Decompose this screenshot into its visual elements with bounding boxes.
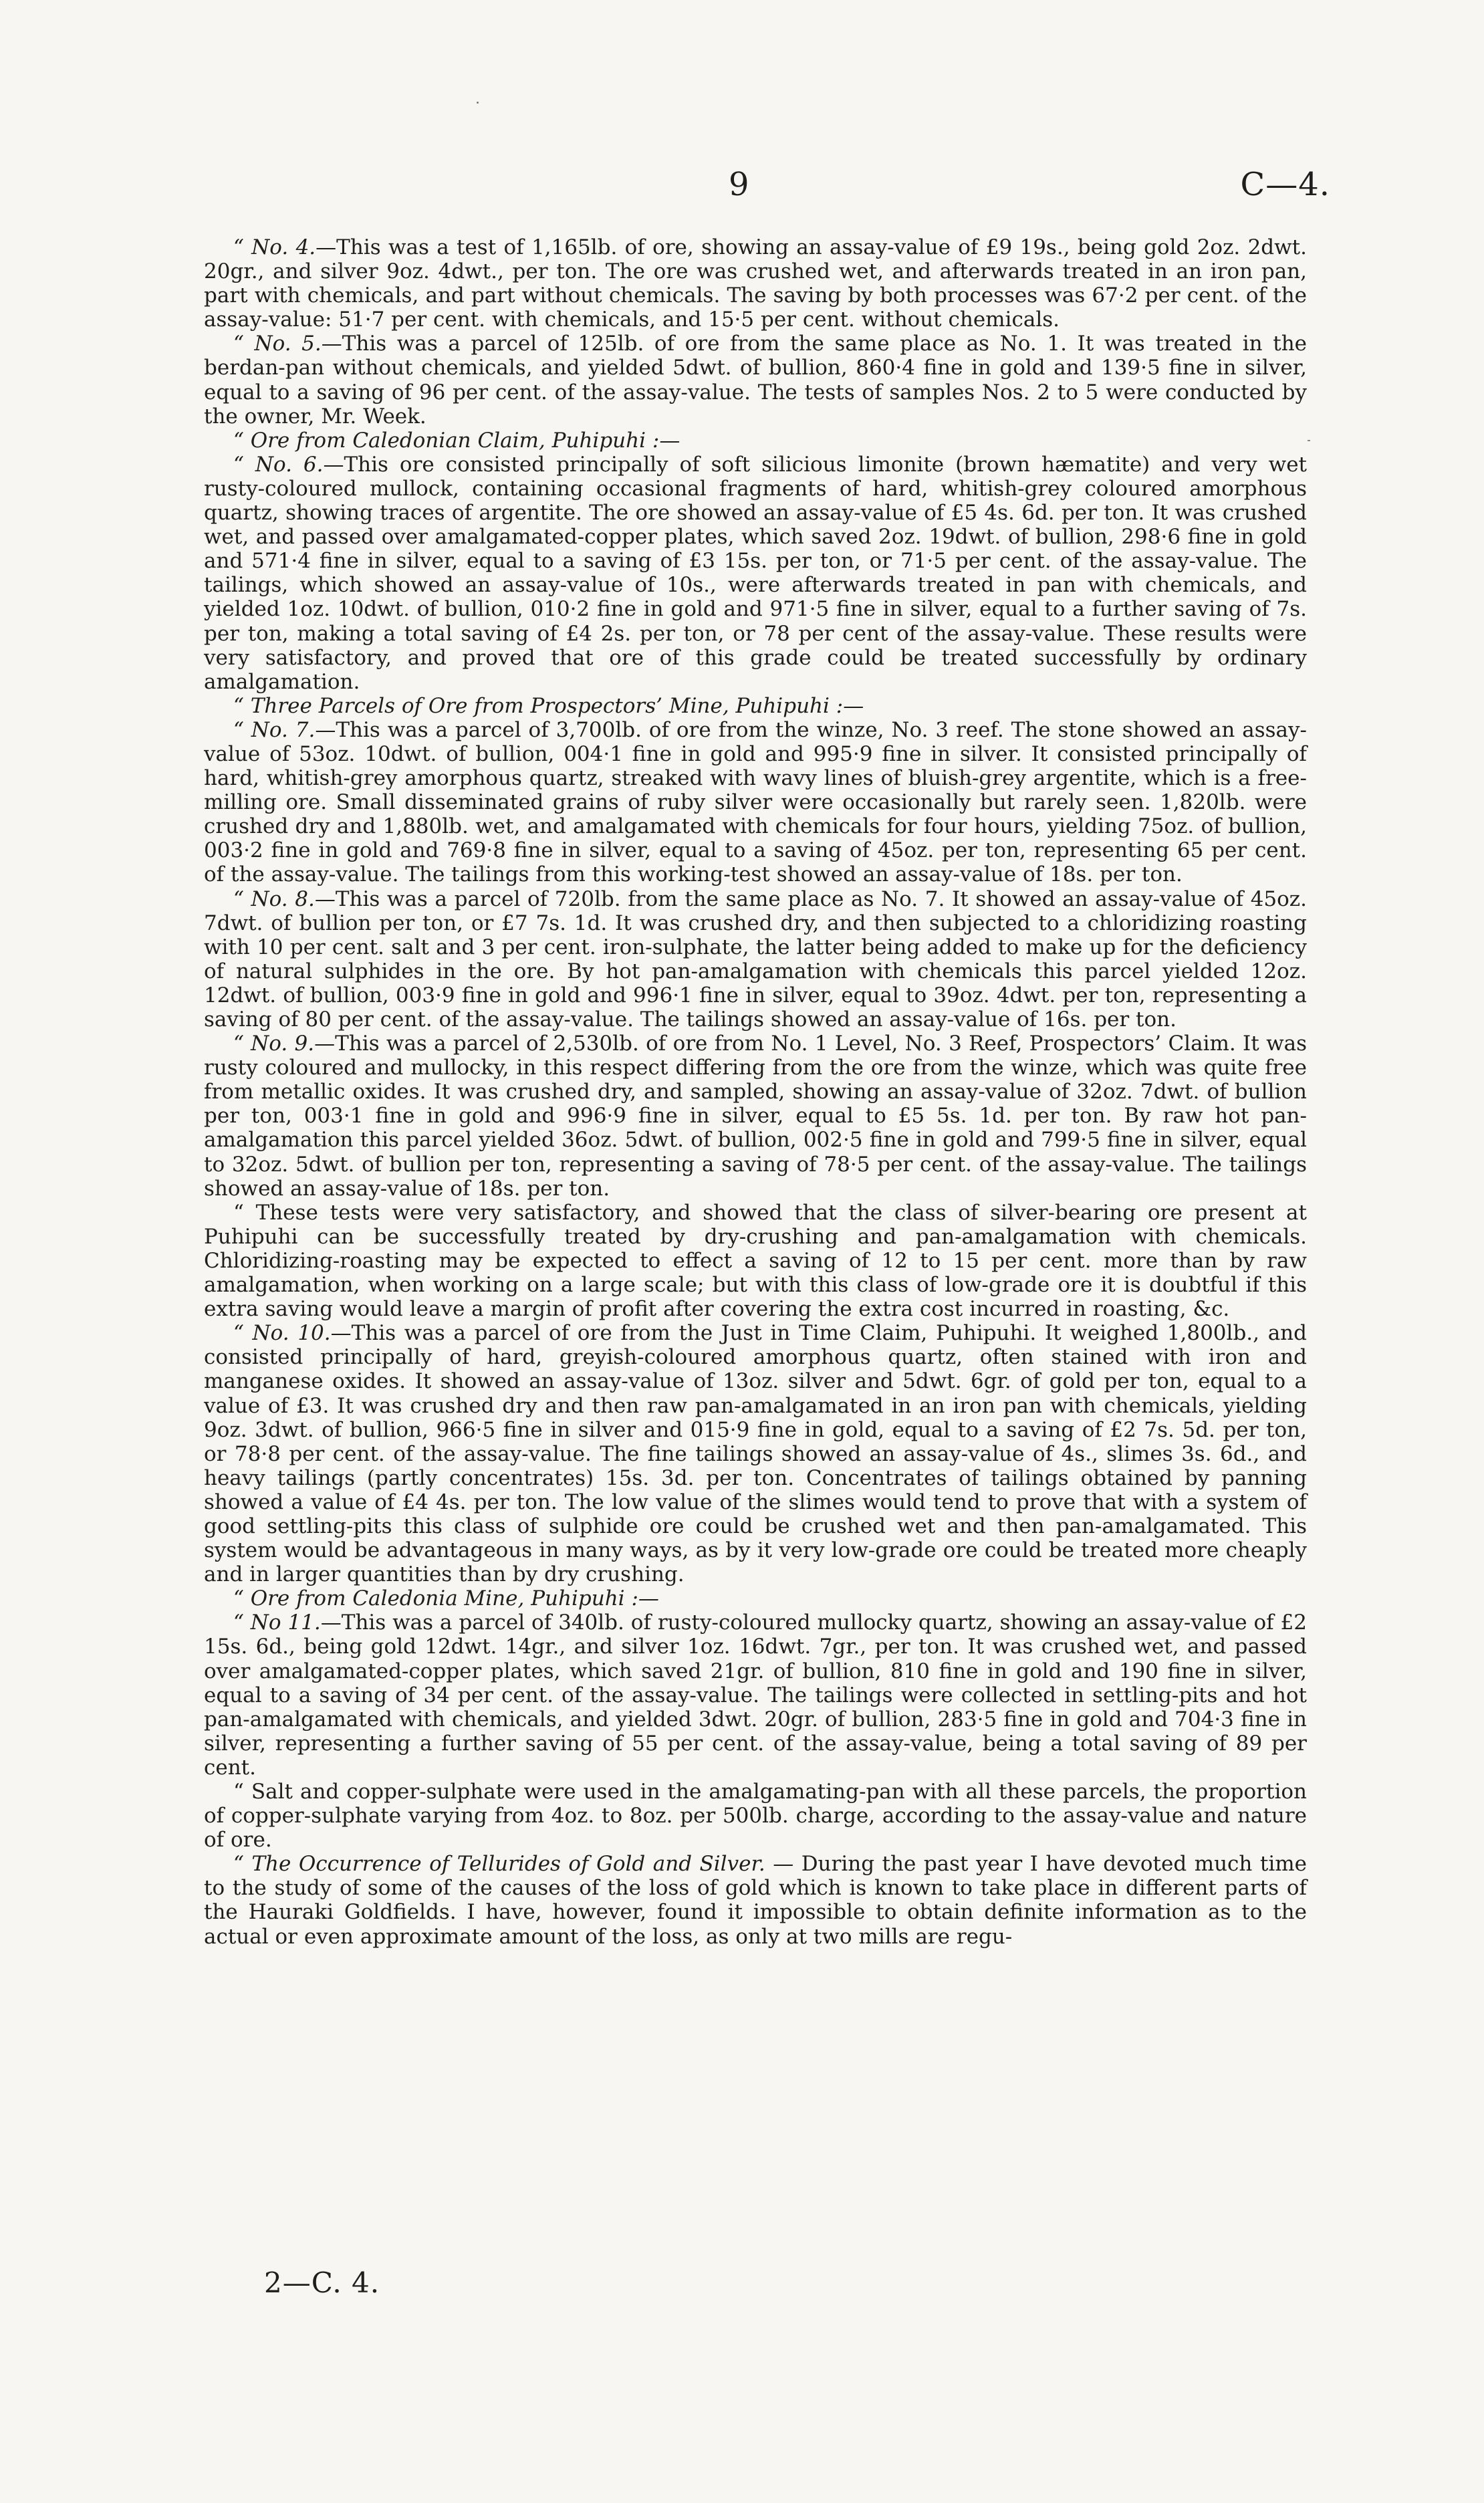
paragraph-lead: “ No. 4. bbox=[233, 235, 316, 259]
subheading-caledonian-claim bbox=[204, 429, 1307, 453]
paragraph-tellurides bbox=[204, 1852, 1307, 1948]
paragraph-no-6 bbox=[204, 453, 1307, 694]
paragraph-lead: “ The Occurrence of Tellurides of Gold and Silver. bbox=[233, 1852, 765, 1877]
paragraph-no-11 bbox=[204, 1611, 1307, 1780]
paragraph-no-9 bbox=[204, 1032, 1307, 1201]
page-header bbox=[0, 166, 1484, 219]
page-number: 9 bbox=[729, 166, 749, 203]
paragraph-text: —This was a parcel of 125lb. of ore from the same place as No. 1. It was treated in the berdan-pan without chemicals, and yielded 5dwt. of bullion, 860·4 fine in gold and 139·5 fine in silver, equal to a saving of 96 per cent. of the assay-value. The tests of samples Nos. 2 to 5 were conducted by the owner, Mr. Week. bbox=[204, 332, 1308, 429]
paragraph-text: —This was a parcel of ore from the Just in Time Claim, Puhipuhi. It weighed 1,800lb., and consisted principally of hard, greyish-coloured amorphous quartz, often stained with iron and manganese oxides. It showed an assay-value of 13oz. silver and 5dwt. 6gr. of gold per ton, equal to a value of £3. It was crushed dry and then raw pan-amalgamated in an iron pan with chemicals, yielding 9oz. 3dwt. of bullion, 966·5 fine in silver and 015·9 fine in gold, equal to a saving of £2 7s. 5d. per ton, or 78·8 per cent. of the assay-value. The fine tailings showed an assay-value of 4s., slimes 3s. 6d., and heavy tailings (partly concentrates) 15s. 3d. per ton. Concentrates of tailings obtained by panning showed a value of £4 4s. per ton. The low value of the slimes would tend to prove that with a system of good settling-pits this class of sulphide ore could be crushed wet and then pan-amalgamated. This system would be advantageous in many ways, as by it very low-grade ore could be treated more cheaply and in larger quantities than by dry crushing. bbox=[204, 1321, 1307, 1587]
paragraph-text: “ Salt and copper-sulphate were used in the amalgamating-pan with all these parcels, the proportion of copper-sulphate varying from 4oz. to 8oz. per 500lb. charge, according to the assay-value and nature of ore. bbox=[204, 1780, 1307, 1853]
paragraph-no-8 bbox=[204, 887, 1307, 1032]
scan-speck bbox=[1308, 440, 1310, 441]
paragraph-lead: “ No. 9. bbox=[233, 1032, 315, 1056]
document-code: C—4. bbox=[1240, 166, 1330, 203]
paragraph-text: —This ore consisted principally of soft silicious limonite (brown hæmatite) and very wet rusty-coloured mullock, containing occasional fragments of hard, whitish-grey coloured amorphous quartz, showing traces of argentite. The ore showed an assay-value of £5 4s. 6d. per ton. It was crushed wet, and passed over amalgamated-copper plates, which saved 2oz. 19dwt. of bullion, 298·6 fine in gold and 571·4 fine in silver, equal to a saving of £3 15s. per ton, or 71·5 per cent. of the assay-value. The tailings, which showed an assay-value of 10s., were afterwards treated in pan with chemicals, and yielded 1oz. 10dwt. of bullion, 010·2 fine in gold and 971·5 fine in silver, equal to a further saving of 7s. per ton, making a total saving of £4 2s. per ton, or 78 per cent of the assay-value. These results were very satisfactory, and proved that ore of this grade could be treated successfully by ordinary amalgamation. bbox=[204, 452, 1308, 694]
paragraph-text: — During the past year I have devoted much time to the study of some of the causes of the loss of gold which is known to take place in different parts of the Hauraki Goldfields. I have, however, found it impossible to obtain definite information as to the actual or even approximate amount of the loss, as only at two mills are regu- bbox=[204, 1852, 1307, 1949]
subheading-text: “ Ore from Caledonia Mine, Puhipuhi :— bbox=[233, 1586, 659, 1611]
paragraph-lead: “ No. 5. bbox=[233, 332, 322, 356]
paragraph-no-7 bbox=[204, 718, 1307, 887]
paragraph-text: —This was a test of 1,165lb. of ore, showing an assay-value of £9 19s., being gold 2oz. 2dwt. 20gr., and silver 9oz. 4dwt., per ton. The ore was crushed wet, and afterwards treated in an iron pan, part with chemicals, and part without chemicals. The saving by both processes was 67·2 per cent. of the assay-value: 51·7 per cent. with chemicals, and 15·5 per cent. without chemicals. bbox=[204, 235, 1307, 332]
paragraph-salt-copper bbox=[204, 1780, 1307, 1852]
paragraph-no-10 bbox=[204, 1321, 1307, 1586]
paragraph-tests-summary bbox=[204, 1201, 1307, 1321]
paragraph-no-4 bbox=[204, 235, 1307, 332]
signature-mark: 2—C. 4. bbox=[264, 2266, 380, 2299]
scan-speck bbox=[477, 102, 479, 104]
paragraph-text: —This was a parcel of 3,700lb. of ore from the winze, No. 3 reef. The stone showed an assay-value of 53oz. 10dwt. of bullion, 004·1 fine in gold and 995·9 fine in silver. It consisted principally of hard, whitish-grey amorphous quartz, streaked with wavy lines of bluish-grey argentite, which is a free-milling ore. Small disseminated grains of ruby silver were occasionally but rarely seen. 1,820lb. were crushed dry and 1,880lb. wet, and amalgamated with chemicals for four hours, yielding 75oz. of bullion, 003·2 fine in gold and 769·8 fine in silver, equal to a saving of 45oz. per ton, representing 65 per cent. of the assay-value. The tailings from this working-test showed an assay-value of 18s. per ton. bbox=[204, 717, 1308, 887]
paragraph-text: “ These tests were very satisfactory, and showed that the class of silver-bearing ore present at Puhipuhi can be successfully treated by dry-crushing and pan-amalgamation with chemicals. Chloridizing-roasting may be expected to effect a saving of 12 to 15 per cent. more than by raw amalgamation, when working on a large scale; but with this class of low-grade ore it is doubtful if this extra saving would leave a margin of profit after covering the extra cost incurred in roasting, &c. bbox=[204, 1200, 1307, 1322]
subheading-text: “ Ore from Caledonian Claim, Puhipuhi :— bbox=[233, 428, 681, 453]
paragraph-lead: “ No. 6. bbox=[233, 452, 324, 477]
subheading-text: “ Three Parcels of Ore from Prospectors’ Mine, Puhipuhi :— bbox=[233, 693, 864, 718]
paragraph-text: —This was a parcel of 2,530lb. of ore from No. 1 Level, No. 3 Reef, Prospectors’ Claim. It was rusty coloured and mullocky, in this respect differing from the ore from the winze, which was quite free from metallic oxides. It was crushed dry, and sampled, showing an assay-value of 32oz. 7dwt. of bullion per ton, 003·1 fine in gold and 996·9 fine in silver, equal to £5 5s. 1d. per ton. By raw hot pan-amalgamation this parcel yielded 36oz. 5dwt. of bullion, 002·5 fine in gold and 799·5 fine in silver, equal to 32oz. 5dwt. of bullion per ton, representing a saving of 78·5 per cent. of the assay-value. The tailings showed an assay-value of 18s. per ton. bbox=[204, 1032, 1307, 1201]
paragraph-text: —This was a parcel of 720lb. from the same place as No. 7. It showed an assay-value of 45oz. 7dwt. of bullion per ton, or £7 7s. 1d. It was crushed dry, and then subjected to a chloridizing roasting with 10 per cent. salt and 3 per cent. iron-sulphate, the latter being added to make up for the deficiency of natural sulphides in the ore. By hot pan-amalgamation with chemicals this parcel yielded 12oz. 12dwt. of bullion, 003·9 fine in gold and 996·1 fine in silver, equal to 39oz. 4dwt. per ton, representing a saving of 80 per cent. of the assay-value. The tailings showed an assay-value of 16s. per ton. bbox=[204, 886, 1307, 1032]
paragraph-lead: “ No 11. bbox=[233, 1611, 321, 1635]
paragraph-lead: “ No. 10. bbox=[233, 1321, 331, 1346]
subheading-prospectors-mine bbox=[204, 694, 1307, 718]
paragraph-text: —This was a parcel of 340lb. of rusty-coloured mullocky quartz, showing an assay-value of £2 15s. 6d., being gold 12dwt. 14gr., and silver 1oz. 16dwt. 7gr., per ton. It was crushed wet, and passed over amalgamated-copper plates, which saved 21gr. of bullion, 810 fine in gold and 190 fine in silver, equal to a saving of 34 per cent. of the assay-value. The tailings were collected in settling-pits and hot pan-amalgamated with chemicals, and yielded 3dwt. 20gr. of bullion, 283·5 fine in gold and 704·3 fine in silver, representing a further saving of 55 per cent. of the assay-value, being a total saving of 89 per cent. bbox=[204, 1611, 1307, 1780]
subheading-caledonia-mine bbox=[204, 1586, 1307, 1611]
body-text bbox=[204, 235, 1307, 1949]
paragraph-no-5 bbox=[204, 332, 1307, 428]
paragraph-lead: “ No. 7. bbox=[233, 717, 316, 742]
paragraph-lead: “ No. 8. bbox=[233, 886, 315, 911]
